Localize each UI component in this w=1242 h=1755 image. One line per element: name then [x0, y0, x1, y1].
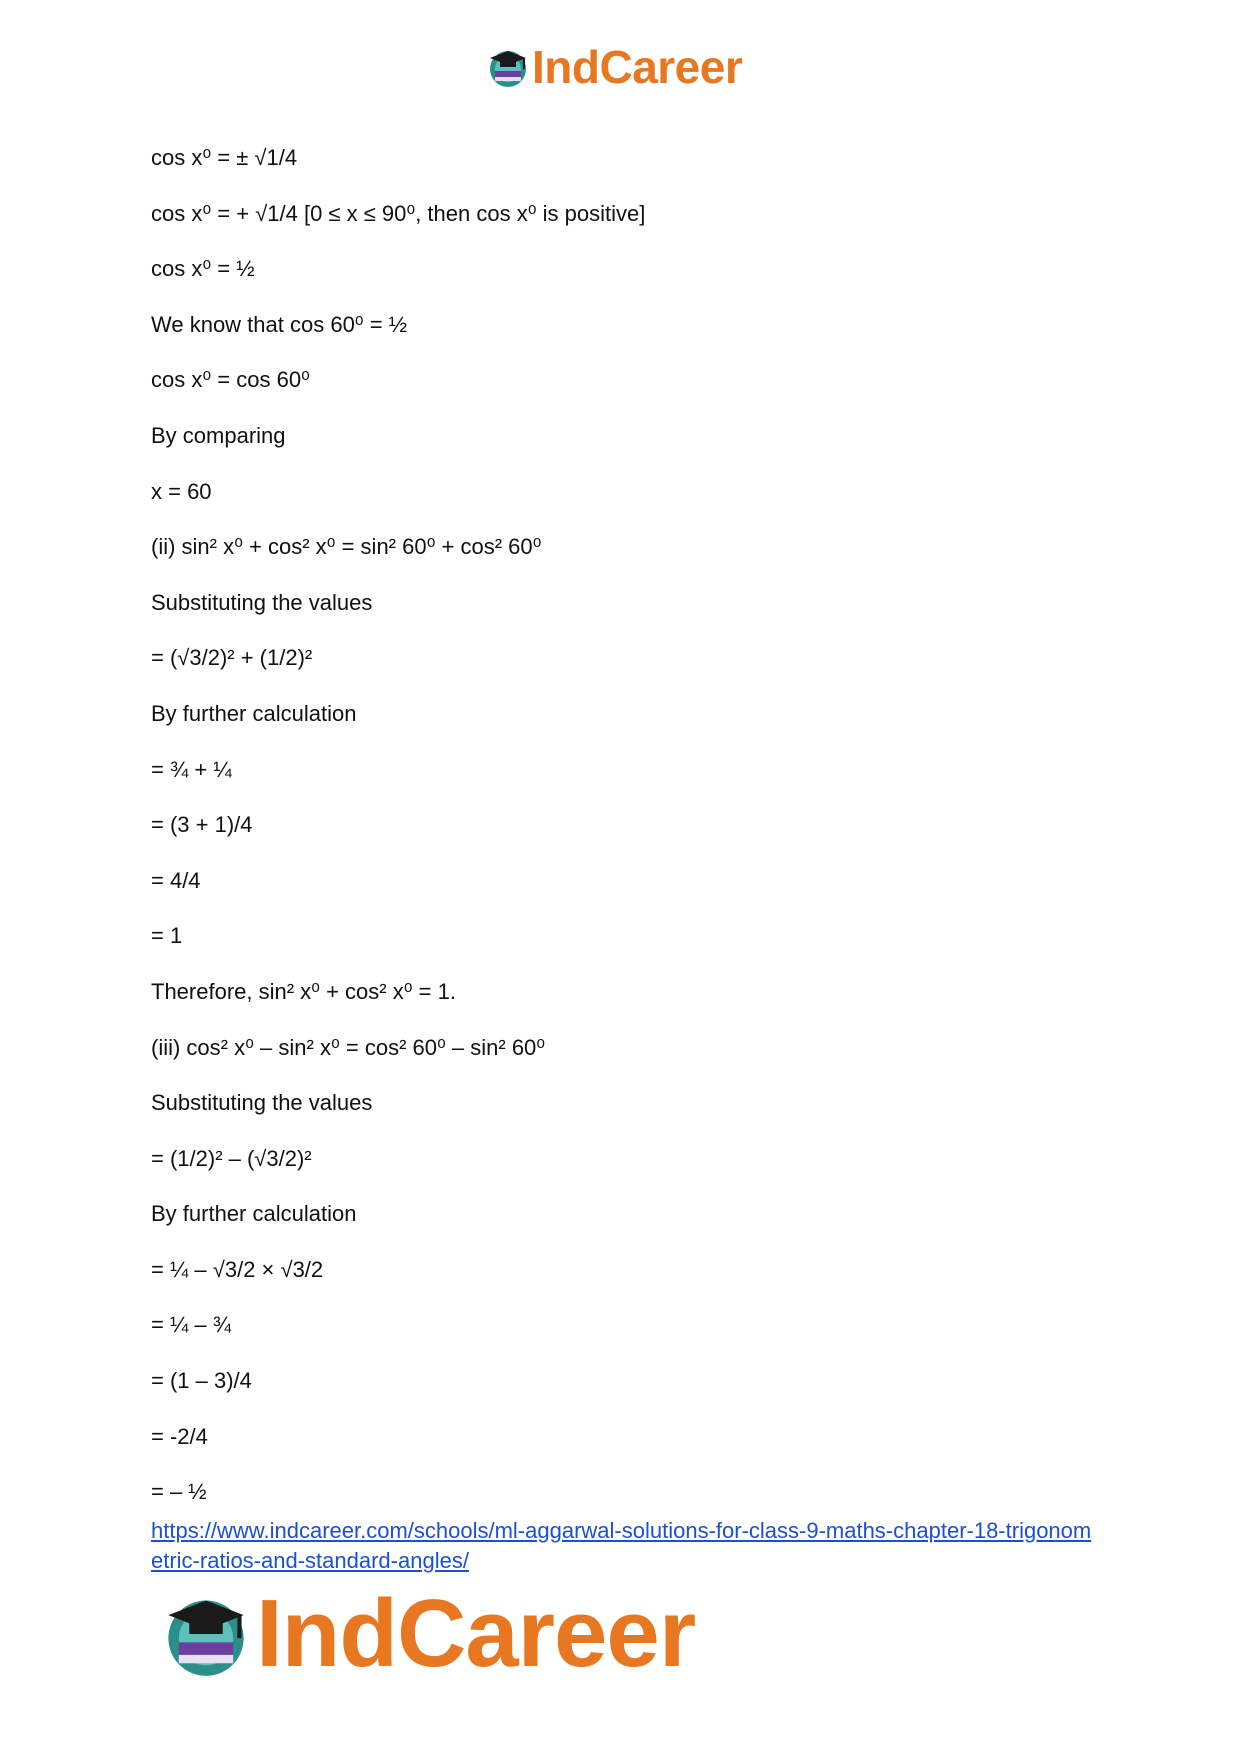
solution-line: Substituting the values: [151, 1090, 373, 1116]
solution-line: = 4/4: [151, 867, 201, 893]
solution-line: = (√3/2)² + (1/2)²: [151, 645, 313, 671]
solution-line: cos x⁰ = ½: [151, 256, 255, 282]
solution-line: = -2/4: [151, 1423, 208, 1449]
solution-line: = (1 – 3)/4: [151, 1368, 252, 1394]
solution-line: Substituting the values: [151, 589, 373, 615]
solution-line: = – ½: [151, 1479, 207, 1505]
solution-line: = ¼ – ¾: [151, 1312, 232, 1338]
logo-text: IndCareer: [532, 41, 743, 93]
solution-line: cos x⁰ = ± √1/4: [151, 145, 298, 170]
graduation-cap-book-icon: [486, 45, 530, 89]
solution-line: = ¾ + ¼: [151, 756, 232, 782]
solution-line: x = 60: [151, 478, 212, 504]
solution-line: By further calculation: [151, 1201, 357, 1227]
solution-content: [151, 145, 1101, 1535]
solution-line: Therefore, sin² x⁰ + cos² x⁰ = 1.: [151, 978, 456, 1004]
header-logo: [486, 42, 742, 92]
source-link[interactable]: https://www.indcareer.com/schools/ml-aggarwal-solutions-for-class-9-maths-chapter-18-trigonometric-ratios-and-standard-angles/: [151, 1518, 1092, 1573]
graduation-cap-book-icon: [160, 1588, 252, 1680]
solution-line: = (3 + 1)/4: [151, 812, 253, 838]
logo-text: IndCareer: [256, 1580, 696, 1687]
solution-line: = (1/2)² – (√3/2)²: [151, 1145, 312, 1171]
solution-line: By further calculation: [151, 700, 357, 726]
footer-logo: [160, 1580, 696, 1687]
solution-line: cos x⁰ = + √1/4 [0 ≤ x ≤ 90⁰, then cos x⁰ is positive]: [151, 200, 646, 226]
solution-line: We know that cos 60⁰ = ½: [151, 311, 408, 337]
solution-line: = 1: [151, 923, 183, 949]
solution-line: By comparing: [151, 422, 286, 448]
solution-line: (ii) sin² x⁰ + cos² x⁰ = sin² 60⁰ + cos² 60⁰: [151, 534, 542, 560]
solution-line: (iii) cos² x⁰ – sin² x⁰ = cos² 60⁰ – sin² 60⁰: [151, 1034, 546, 1060]
solution-line: cos x⁰ = cos 60⁰: [151, 367, 310, 393]
solution-line: = ¼ – √3/2 × √3/2: [151, 1256, 324, 1282]
